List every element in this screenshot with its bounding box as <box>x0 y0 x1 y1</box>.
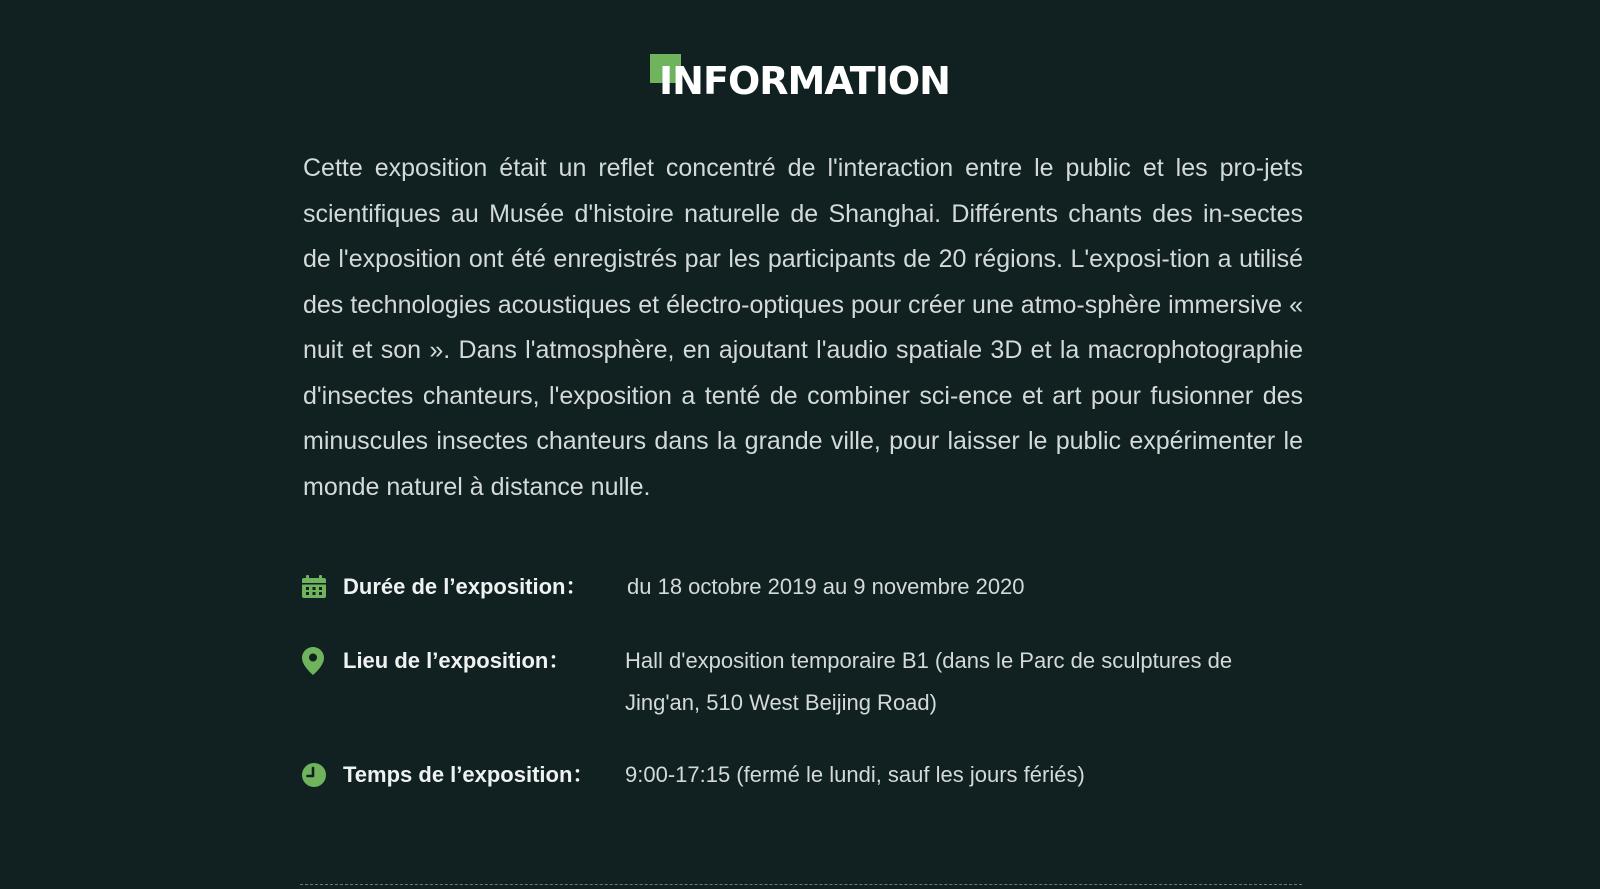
detail-duration <box>301 566 1303 608</box>
exhibition-description: Cette exposition était un reflet concentré de l'interaction entre le public et les pro-jets scientifiques au Musée d'histoire naturelle de Shanghai. Différents chants des in-sectes de l'exposition ont été enregistrés par les participants de 20 régions. L'exposi-tion a utilisé des technologies acoustiques et électro-optiques pour créer une atmo-sphère immersive « nuit et son ». Dans l'atmosphère, en ajoutant l'audio spatiale 3D et la macrophotographie d'insectes chanteurs, l'exposition a tenté de combiner sci-ence et art pour fusionner des minuscules insectes chanteurs dans la grande ville, pour laisser le public expérimenter le monde naturel à distance nulle. <box>303 154 1303 501</box>
calendar-icon <box>301 566 343 608</box>
place-value: Hall d'exposition temporaire B1 (dans le Parc de sculptures de Jing'an, 510 West Beijing Road) <box>625 648 1233 715</box>
clock-icon <box>301 754 343 796</box>
dashed-divider <box>300 884 1302 885</box>
detail-time <box>301 754 1303 796</box>
duration-label: Durée de l’exposition： <box>343 574 588 599</box>
time-label: Temps de l’exposition： <box>343 762 595 787</box>
location-pin-icon <box>301 640 343 682</box>
section-title-text: INFORMATION <box>659 59 950 103</box>
place-label: Lieu de l’exposition： <box>343 648 571 673</box>
exhibition-details <box>301 566 1303 828</box>
section-header <box>0 52 1600 103</box>
time-value: 9:00-17:15 (fermé le lundi, sauf les jours fériés) <box>625 762 1085 787</box>
detail-place <box>301 640 1303 724</box>
section-title <box>650 52 950 103</box>
duration-value: du 18 octobre 2019 au 9 novembre 2020 <box>627 574 1025 599</box>
